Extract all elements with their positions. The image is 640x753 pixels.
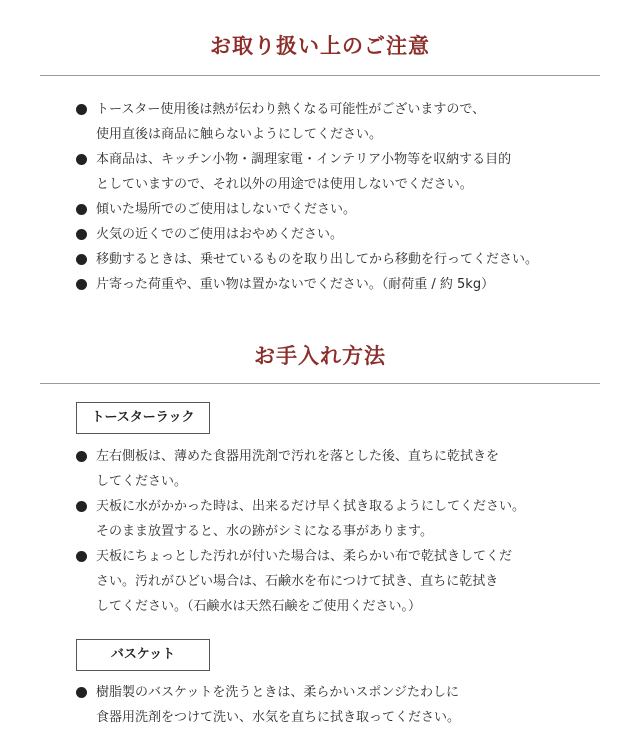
divider (40, 75, 600, 76)
list-item-text: トースター使用後は熱が伝わり熱くなる可能性がございますので、 (96, 102, 486, 117)
list-item-text: 本商品は、キッチン小物・調理家電・インテリア小物等を収納する目的 (96, 152, 512, 167)
list-item-text: してください。（石鹸水は天然石鹸をご使用ください。） (96, 599, 422, 614)
list-item (76, 222, 538, 247)
list-item-text: してください。 (96, 474, 188, 489)
bullet-icon (76, 254, 87, 265)
list-item-text: そのまま放置すると、水の跡がシミになる事があります。 (96, 524, 433, 539)
basket-care-list (76, 680, 460, 730)
list-item-text: 樹脂製のバスケットを洗うときは、柔らかいスポンジたわしに (96, 685, 460, 700)
toaster-rack-label: トースターラック (76, 402, 210, 434)
bullet-icon (76, 551, 87, 562)
list-item-text: 天板に水がかかった時は、出来るだけ早く拭き取るようにしてください。 (96, 499, 526, 514)
list-item (76, 97, 538, 147)
list-item (76, 272, 538, 297)
list-item-text: 傾いた場所でのご使用はしないでください。 (96, 202, 357, 217)
list-item-text: 左右側板は、薄めた食器用洗剤で汚れを落とした後、直ちに乾拭きを (96, 449, 500, 464)
list-item (76, 197, 538, 222)
precautions-list (76, 97, 538, 297)
divider (40, 383, 600, 384)
list-item (76, 147, 538, 197)
bullet-icon (76, 104, 87, 115)
handling-precautions-heading: お取り扱い上のご注意 (210, 34, 430, 58)
bullet-icon (76, 229, 87, 240)
care-instructions-heading: お手入れ方法 (254, 344, 386, 368)
bullet-icon (76, 279, 87, 290)
toaster-rack-care-list (76, 444, 525, 619)
list-item (76, 544, 525, 619)
list-item (76, 444, 525, 494)
list-item-text: 天板にちょっとした汚れが付いた場合は、柔らかい布で乾拭きしてくだ (96, 549, 513, 564)
list-item-text: 火気の近くでのご使用はおやめください。 (96, 227, 344, 242)
bullet-icon (76, 154, 87, 165)
list-item (76, 494, 525, 544)
list-item-text: 食器用洗剤をつけて洗い、水気を直ちに拭き取ってください。 (96, 710, 461, 725)
list-item-text: 片寄った荷重や、重い物は置かないでください。（耐荷重 / 約 5kg） (96, 277, 495, 292)
list-item-text: としていますので、それ以外の用途では使用しないでください。 (96, 177, 473, 192)
bullet-icon (76, 687, 87, 698)
basket-label: バスケット (76, 639, 210, 671)
bullet-icon (76, 501, 87, 512)
list-item-text: さい。汚れがひどい場合は、石鹸水を布につけて拭き、直ちに乾拭き (96, 574, 499, 589)
list-item-text: 使用直後は商品に触らないようにしてください。 (96, 127, 383, 142)
bullet-icon (76, 204, 87, 215)
list-item-text: 移動するときは、乗せているものを取り出してから移動を行ってください。 (96, 252, 539, 267)
list-item (76, 680, 460, 730)
bullet-icon (76, 451, 87, 462)
list-item (76, 247, 538, 272)
